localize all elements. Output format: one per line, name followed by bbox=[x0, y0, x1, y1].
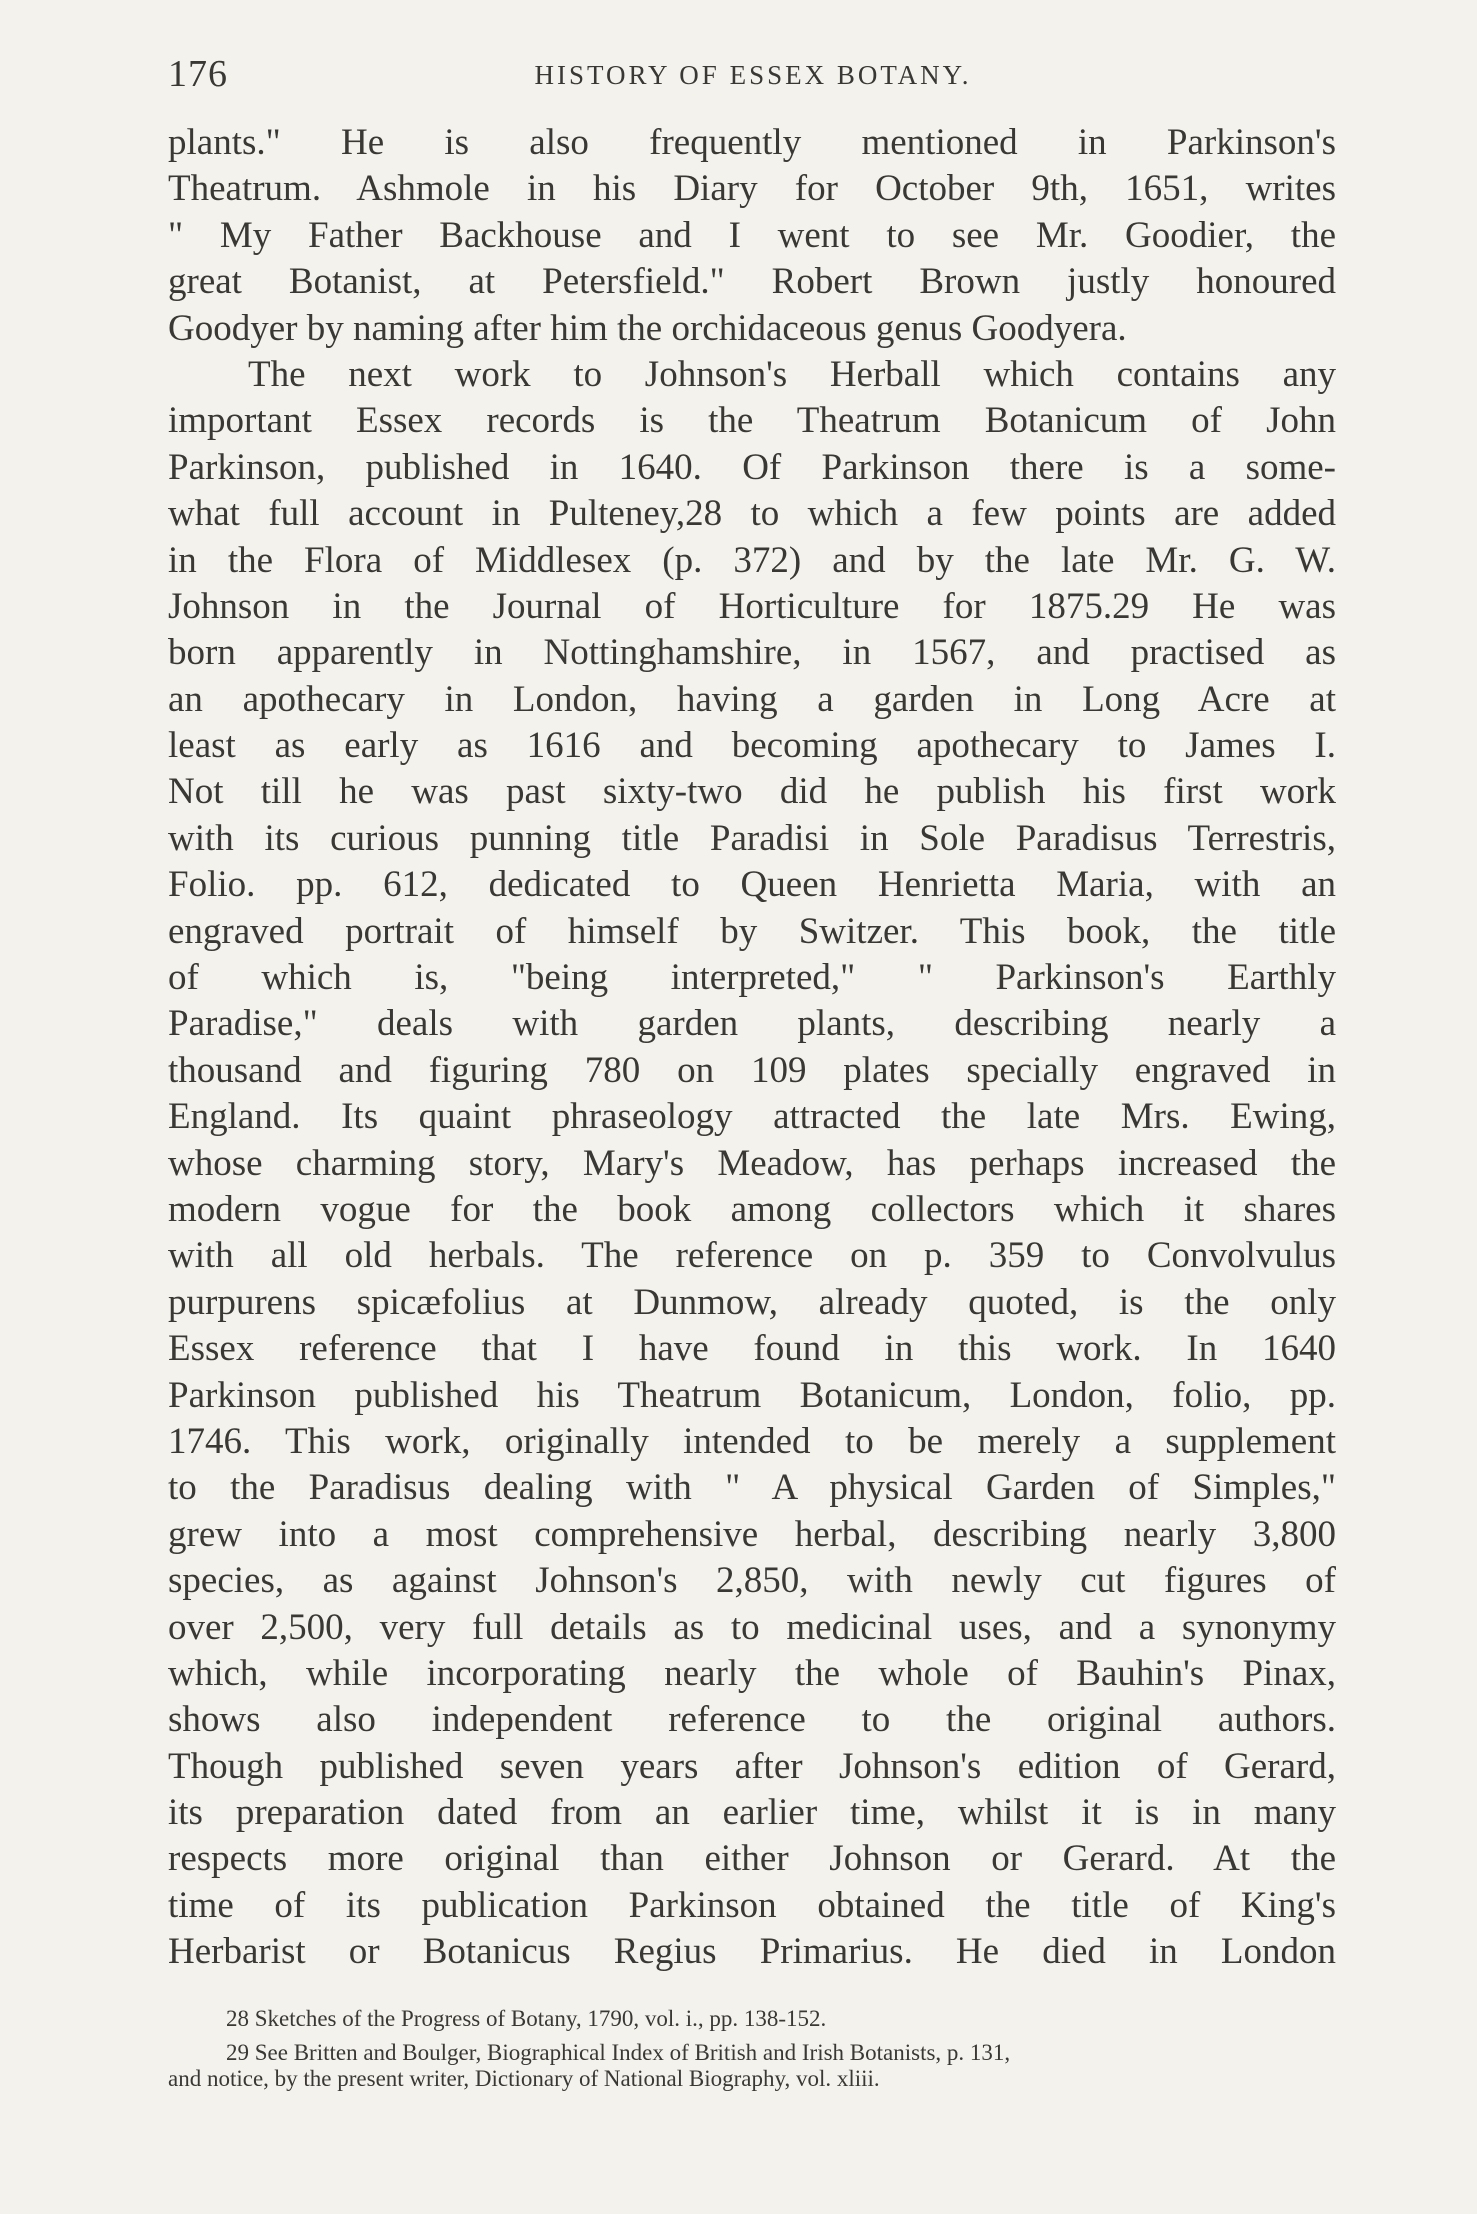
text-line: respects more original than either Johnson or Gerard. At the bbox=[168, 1838, 1336, 1880]
footnote-28: 28 Sketches of the Progress of Botany, 1790, vol. i., pp. 138-152. bbox=[226, 2006, 827, 2031]
text-line: engraved portrait of himself by Switzer. This book, the title bbox=[168, 910, 1336, 952]
text-line: of which is, "being interpreted," " Parkinson's Earthly bbox=[168, 957, 1336, 999]
text-line: to the Paradisus dealing with " A physical Garden of Simples," bbox=[168, 1467, 1336, 1509]
footnote-29-continuation: and notice, by the present writer, Dictionary of National Biography, vol. xliii. bbox=[168, 2066, 880, 2091]
text-line: Not till he was past sixty-two did he publish his first work bbox=[168, 771, 1336, 813]
page-number: 176 bbox=[168, 53, 228, 95]
text-line: which, while incorporating nearly the whole of Bauhin's Pinax, bbox=[168, 1652, 1336, 1694]
text-line: purpurens spicæfolius at Dunmow, already quoted, is the only bbox=[168, 1281, 1336, 1323]
text-line: Folio. pp. 612, dedicated to Queen Henrietta Maria, with an bbox=[168, 864, 1336, 906]
text-line: its preparation dated from an earlier time, whilst it is in many bbox=[168, 1792, 1336, 1834]
text-line: with all old herbals. The reference on p. 359 to Convolvulus bbox=[168, 1235, 1336, 1277]
text-line: 1746. This work, originally intended to be merely a supplement bbox=[168, 1420, 1336, 1462]
text-line: Essex reference that I have found in this work. In 1640 bbox=[168, 1328, 1336, 1370]
text-line: Theatrum. Ashmole in his Diary for October 9th, 1651, writes bbox=[168, 168, 1336, 210]
text-line: important Essex records is the Theatrum Botanicum of John bbox=[168, 400, 1336, 442]
text-line: Goodyer by naming after him the orchidaceous genus Goodyera. bbox=[168, 307, 1127, 349]
text-line: Parkinson published his Theatrum Botanicum, London, folio, pp. bbox=[168, 1374, 1336, 1416]
text-line: whose charming story, Mary's Meadow, has perhaps increased the bbox=[168, 1142, 1336, 1184]
text-line: The next work to Johnson's Herball which contains any bbox=[248, 353, 1336, 395]
text-line: modern vogue for the book among collectors which it shares bbox=[168, 1188, 1336, 1230]
text-line: Herbarist or Botanicus Regius Primarius. He died in London bbox=[168, 1931, 1336, 1973]
text-line: with its curious punning title Paradisi in Sole Paradisus Terrestris, bbox=[168, 817, 1336, 859]
body-text bbox=[168, 120, 1336, 1976]
text-line: great Botanist, at Petersfield." Robert Brown justly honoured bbox=[168, 261, 1336, 303]
text-line: in the Flora of Middlesex (p. 372) and by the late Mr. G. W. bbox=[168, 539, 1336, 581]
text-line: Paradise," deals with garden plants, describing nearly a bbox=[168, 1003, 1336, 1045]
text-line: England. Its quaint phraseology attracted the late Mrs. Ewing, bbox=[168, 1096, 1336, 1138]
text-line: born apparently in Nottinghamshire, in 1567, and practised as bbox=[168, 632, 1336, 674]
page-header bbox=[168, 52, 1338, 102]
text-line: an apothecary in London, having a garden in Long Acre at bbox=[168, 678, 1336, 720]
text-line: grew into a most comprehensive herbal, describing nearly 3,800 bbox=[168, 1513, 1336, 1555]
text-line: shows also independent reference to the original authors. bbox=[168, 1699, 1336, 1741]
text-line: over 2,500, very full details as to medicinal uses, and a synonymy bbox=[168, 1606, 1336, 1648]
text-line: least as early as 1616 and becoming apothecary to James I. bbox=[168, 725, 1336, 767]
text-line: time of its publication Parkinson obtained the title of King's bbox=[168, 1884, 1336, 1926]
text-line: Johnson in the Journal of Horticulture for 1875.29 He was bbox=[168, 585, 1336, 627]
text-line: species, as against Johnson's 2,850, with newly cut figures of bbox=[168, 1560, 1336, 1602]
text-line: thousand and figuring 780 on 109 plates specially engraved in bbox=[168, 1049, 1336, 1091]
footnote-29: 29 See Britten and Boulger, Biographical Index of British and Irish Botanists, p. 131, bbox=[226, 2040, 1011, 2065]
text-line: Though published seven years after Johnson's edition of Gerard, bbox=[168, 1745, 1336, 1787]
text-line: what full account in Pulteney,28 to which a few points are added bbox=[168, 493, 1336, 535]
running-head: HISTORY OF ESSEX BOTANY. bbox=[534, 60, 972, 90]
text-line: " My Father Backhouse and I went to see Mr. Goodier, the bbox=[168, 214, 1336, 256]
text-line: plants." He is also frequently mentioned in Parkinson's bbox=[168, 122, 1336, 163]
footnotes bbox=[168, 2006, 1336, 2092]
text-line: Parkinson, published in 1640. Of Parkinson there is a some- bbox=[168, 446, 1336, 488]
